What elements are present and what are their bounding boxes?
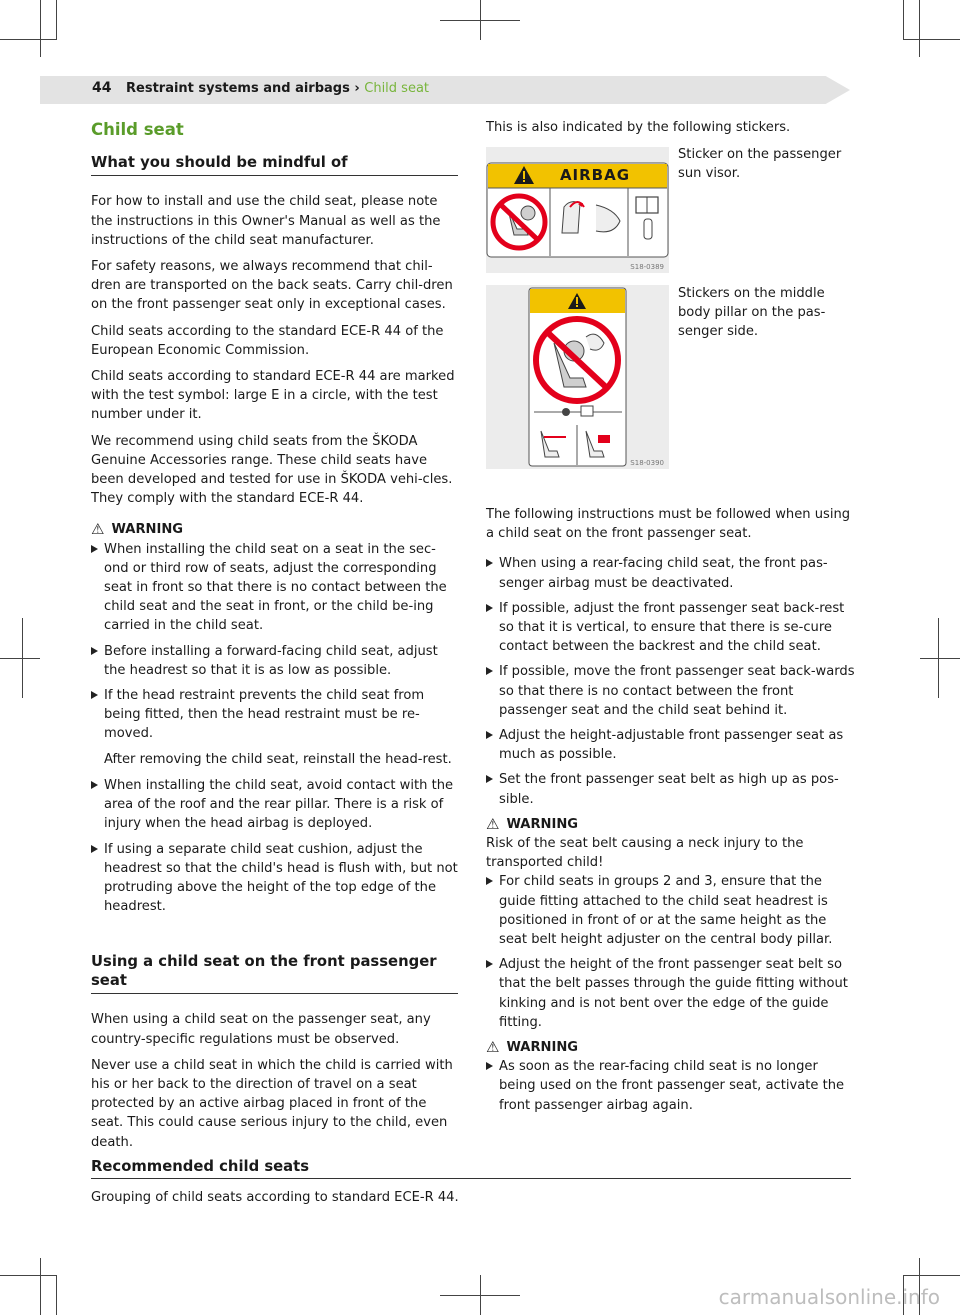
warning-list bbox=[486, 872, 856, 1032]
list-item: Adjust the height of the front passenger seat belt so that the belt passes through the guide fitting without kinking and is not bent over the edge of the guide fitting. bbox=[486, 955, 856, 1032]
right-column bbox=[486, 505, 856, 1121]
stickers-intro: This is also indicated by the following stickers. bbox=[486, 120, 791, 135]
warning-triangle-icon: ⚠ bbox=[486, 814, 500, 833]
figure-caption: Sticker on the passenger sun visor. bbox=[678, 147, 842, 182]
list-item: Adjust the height-adjustable front passenger seat as much as possible. bbox=[486, 726, 856, 764]
warning-label: WARNING bbox=[506, 1040, 579, 1056]
paragraph: The following instructions must be followed when using a child seat on the front passenger seat. bbox=[486, 507, 851, 542]
figure-pillar-sticker bbox=[486, 285, 669, 469]
breadcrumb bbox=[126, 81, 429, 96]
list-item: As soon as the rear-facing child seat is no longer being used on the front passenger seat, activate the front passenger airbag again. bbox=[486, 1057, 856, 1115]
paragraph: Child seats according to standard ECE-R 44 are marked with the test symbol: large E in a circle, with the test number under it. bbox=[91, 369, 455, 423]
figure-caption: Stickers on the middle body pillar on the pas-senger side. bbox=[678, 286, 826, 340]
paragraph: We recommend using child seats from the ŠKODA Genuine Accessories range. These child seats have been developed and tested for use in ŠKODA vehi-cles. They comply with the standard ECE-R 44. bbox=[91, 433, 453, 507]
instruction-list bbox=[486, 554, 856, 808]
subsection-title: What you should be mindful of bbox=[91, 153, 458, 176]
paragraph: Child seats according to the standard ECE-R 44 of the European Economic Commission. bbox=[91, 323, 444, 358]
warning-label: WARNING bbox=[506, 816, 579, 832]
warning-heading bbox=[486, 815, 856, 834]
breadcrumb-current: Child seat bbox=[364, 81, 430, 96]
warning-heading bbox=[486, 1038, 856, 1057]
page-number: 44 bbox=[92, 80, 112, 96]
left-column bbox=[91, 120, 458, 922]
warning-heading bbox=[91, 520, 458, 539]
list-item: If using a separate child seat cushion, adjust the headrest so that the child's head is flush with, but not protruding above the height of the top edge of the headrest. bbox=[91, 840, 458, 917]
figure-code: S18-0390 bbox=[630, 459, 664, 467]
paragraph: For safety reasons, we always recommend that chil-dren are transported on the back seats. Carry chil-dren on the front passenger seat only in exceptional cases. bbox=[91, 259, 453, 313]
subsection-title: Recommended child seats bbox=[91, 1158, 851, 1179]
breadcrumb-separator: › bbox=[354, 81, 360, 96]
subsection-title: Using a child seat on the front passenger seat bbox=[91, 952, 458, 994]
figure-sun-visor-sticker bbox=[486, 147, 669, 273]
figure-code: S18-0389 bbox=[630, 263, 664, 271]
breadcrumb-parent: Restraint systems and airbags bbox=[126, 81, 350, 96]
warning-triangle-icon: ⚠ bbox=[91, 520, 105, 539]
paragraph: For how to install and use the child seat, please note the instructions in this Owner's Manual as well as the instructions of the child seat manufacturer. bbox=[91, 194, 441, 248]
warning-list bbox=[91, 540, 458, 744]
warning-list bbox=[91, 776, 458, 916]
sticker-airbag-label: AIRBAG bbox=[559, 166, 631, 184]
list-item: When using a rear-facing child seat, the front pas-senger airbag must be deactivated. bbox=[486, 554, 856, 592]
paragraph: Never use a child seat in which the child is carried with his or her back to the direction of travel on a seat protected by an active airbag placed in front of the seat. This could cause serious injury to the child, even death. bbox=[91, 1057, 453, 1150]
list-item: For child seats in groups 2 and 3, ensure that the guide fitting attached to the child seat headrest is positioned in front of or at the same height as the seat belt height adjuster on the central body pillar. bbox=[486, 872, 856, 949]
list-item: If possible, move the front passenger seat back-wards so that there is no contact between the front passenger seat and the child seat behind it. bbox=[486, 662, 856, 720]
list-item: If possible, adjust the front passenger seat back-rest so that it is vertical, to ensure that there is se-cure contact between the backrest and the child seat. bbox=[486, 599, 856, 657]
section-title: Child seat bbox=[91, 120, 184, 139]
paragraph: After removing the child seat, reinstall the head-rest. bbox=[104, 751, 452, 767]
list-item: When installing the child seat, avoid contact with the area of the roof and the rear pillar. There is a risk of injury when the head airbag is deployed. bbox=[91, 776, 458, 834]
paragraph: When using a child seat on the passenger seat, any country-specific regulations must be observed. bbox=[91, 1012, 431, 1047]
pillar-sticker-illustration bbox=[486, 285, 669, 469]
list-item: When installing the child seat on a seat in the sec-ond or third row of seats, adjust the corresponding seat in front so that there is no contact between the child seat and the seat in front, or the child be-ing carried in the child seat. bbox=[91, 540, 458, 636]
list-item: Set the front passenger seat belt as high up as pos-sible. bbox=[486, 770, 856, 808]
warning-text: Risk of the seat belt causing a neck injury to the transported child! bbox=[486, 836, 804, 871]
warning-list bbox=[486, 1057, 856, 1115]
warning-label: WARNING bbox=[111, 522, 184, 538]
list-item: If the head restraint prevents the child seat from being fitted, then the head restraint must be re-moved. bbox=[91, 686, 458, 744]
paragraph: Grouping of child seats according to standard ECE-R 44. bbox=[91, 1190, 459, 1205]
list-item: Before installing a forward-facing child seat, adjust the headrest so that it is as low as possible. bbox=[91, 642, 458, 680]
left-column-section2 bbox=[91, 952, 458, 1159]
footer-watermark: carmanualsonline.info bbox=[718, 1285, 940, 1309]
warning-triangle-icon: ⚠ bbox=[486, 1038, 500, 1057]
